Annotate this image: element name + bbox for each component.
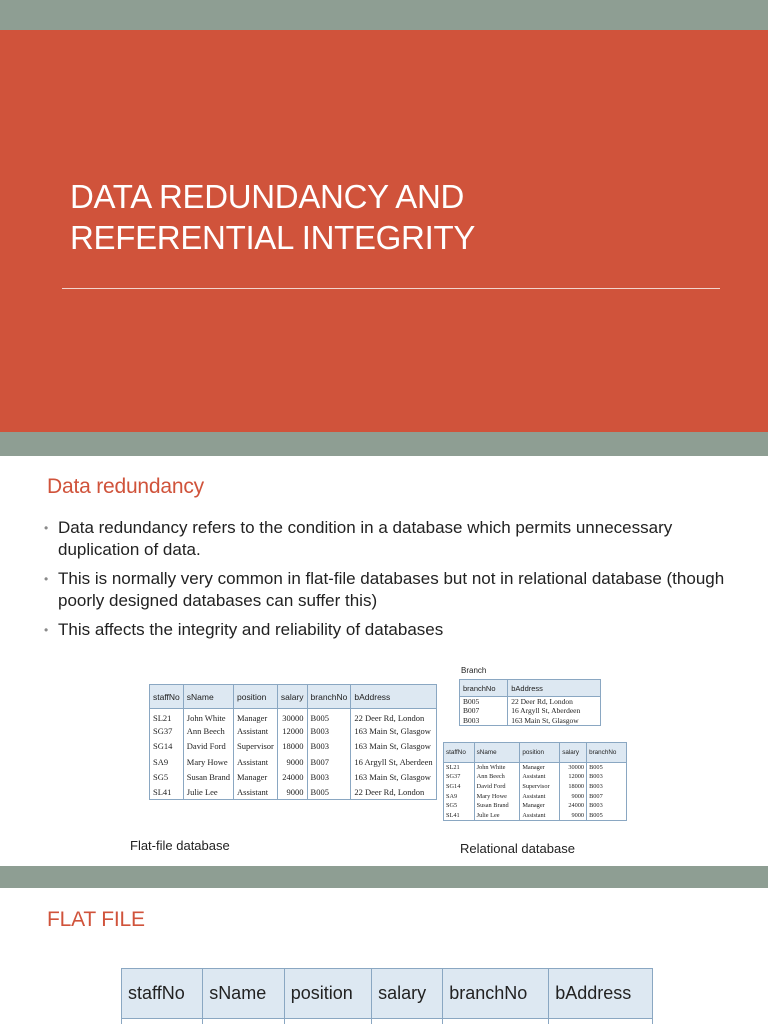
flat-file-large-table bbox=[121, 968, 653, 1024]
table-cell: SG37 bbox=[444, 772, 475, 782]
table-row bbox=[150, 754, 437, 769]
table-cell: Julie Lee bbox=[474, 810, 520, 820]
table-row bbox=[150, 769, 437, 784]
table-row bbox=[444, 791, 627, 801]
table-cell: John White bbox=[183, 709, 233, 724]
table-cell: SL41 bbox=[444, 810, 475, 820]
table-cell: 18000 bbox=[277, 739, 307, 754]
table-cell: 30000 bbox=[560, 763, 587, 773]
slide-heading: Data redundancy bbox=[47, 475, 204, 498]
table-cell: SL21 bbox=[150, 709, 184, 724]
column-header: branchNo bbox=[587, 743, 627, 763]
bullet-text: Data redundancy refers to the condition in a database which permits unnecessary duplication of data. bbox=[58, 518, 673, 559]
column-header: position bbox=[520, 743, 560, 763]
table-cell: John White bbox=[474, 763, 520, 773]
table-cell: Manager bbox=[520, 763, 560, 773]
bullet-item bbox=[44, 568, 744, 612]
table-row bbox=[444, 782, 627, 792]
slide-title-line-1: DATA REDUNDANCY AND bbox=[70, 178, 465, 215]
table-cell: Manager bbox=[234, 709, 278, 724]
table-cell bbox=[203, 1019, 285, 1024]
table-cell: 163 Main St, Glasgow bbox=[351, 769, 436, 784]
table-cell: David Ford bbox=[183, 739, 233, 754]
table-cell: SG14 bbox=[444, 782, 475, 792]
table-cell: 9000 bbox=[560, 810, 587, 820]
table-cell: Supervisor bbox=[234, 739, 278, 754]
table-cell: SG5 bbox=[150, 769, 184, 784]
bullet-text: This affects the integrity and reliability of databases bbox=[58, 620, 444, 639]
flat-file-table bbox=[149, 684, 437, 800]
column-header: branchNo bbox=[460, 680, 508, 697]
table-cell: Manager bbox=[234, 769, 278, 784]
bullet-dot: • bbox=[44, 521, 49, 535]
table-cell: 22 Deer Rd, London bbox=[508, 697, 601, 707]
slide-separator-band bbox=[0, 432, 768, 456]
table-row bbox=[150, 739, 437, 754]
table-cell bbox=[284, 1019, 371, 1024]
table-row bbox=[444, 801, 627, 811]
table-header-row bbox=[150, 685, 437, 709]
table-cell: B007 bbox=[460, 706, 508, 716]
table-cell: Manager bbox=[520, 801, 560, 811]
table-row bbox=[122, 1019, 653, 1024]
table-cell: 22 Deer Rd, London bbox=[351, 709, 436, 724]
table-cell: 12000 bbox=[560, 772, 587, 782]
table-cell: Assistant bbox=[520, 791, 560, 801]
column-header: bAddress bbox=[549, 969, 653, 1019]
column-header: salary bbox=[560, 743, 587, 763]
caption-relational: Relational database bbox=[460, 841, 575, 856]
table-cell: 16 Argyll St, Aberdeen bbox=[351, 754, 436, 769]
table-cell: Susan Brand bbox=[183, 769, 233, 784]
table-cell: B005 bbox=[587, 763, 627, 773]
table-cell: Assistant bbox=[234, 754, 278, 769]
table-cell: B003 bbox=[460, 716, 508, 726]
table-row bbox=[460, 706, 601, 716]
table-cell: David Ford bbox=[474, 782, 520, 792]
bullet-text: This is normally very common in flat-file databases but not in relational database (though poorly designed databases can suffer this) bbox=[58, 569, 725, 610]
column-header: staffNo bbox=[444, 743, 475, 763]
branch-table-label: Branch bbox=[461, 666, 487, 675]
table-row bbox=[444, 772, 627, 782]
table-row bbox=[150, 709, 437, 724]
table-cell: 9000 bbox=[277, 784, 307, 799]
table-cell: 24000 bbox=[277, 769, 307, 784]
table-row bbox=[460, 716, 601, 726]
table-cell: Ann Beech bbox=[183, 724, 233, 739]
table-cell: 22 Deer Rd, London bbox=[351, 784, 436, 799]
title-divider bbox=[62, 288, 720, 289]
branch-table bbox=[459, 679, 601, 726]
slide-title bbox=[70, 176, 710, 258]
bullet-dot: • bbox=[44, 623, 49, 637]
table-cell: Julie Lee bbox=[183, 784, 233, 799]
table-cell: B003 bbox=[307, 739, 351, 754]
top-separator-band bbox=[0, 0, 768, 30]
table-cell bbox=[122, 1019, 203, 1024]
column-header: position bbox=[234, 685, 278, 709]
table-cell: 12000 bbox=[277, 724, 307, 739]
column-header: salary bbox=[277, 685, 307, 709]
table-cell: 9000 bbox=[277, 754, 307, 769]
table-cell: 18000 bbox=[560, 782, 587, 792]
table-cell: Assistant bbox=[520, 810, 560, 820]
table-row bbox=[444, 763, 627, 773]
column-header: staffNo bbox=[150, 685, 184, 709]
column-header: branchNo bbox=[443, 969, 549, 1019]
table-cell: B003 bbox=[587, 782, 627, 792]
table-cell: SL21 bbox=[444, 763, 475, 773]
table-cell bbox=[443, 1019, 549, 1024]
table-cell bbox=[372, 1019, 443, 1024]
column-header: branchNo bbox=[307, 685, 351, 709]
table-cell: SA9 bbox=[444, 791, 475, 801]
slide-title-line-2: REFERENTIAL INTEGRITY bbox=[70, 219, 476, 256]
table-row bbox=[460, 697, 601, 707]
table-cell: B003 bbox=[307, 769, 351, 784]
table-cell: 30000 bbox=[277, 709, 307, 724]
table-cell: 24000 bbox=[560, 801, 587, 811]
column-header: sName bbox=[474, 743, 520, 763]
column-header: bAddress bbox=[351, 685, 436, 709]
staff-table bbox=[443, 742, 627, 821]
table-cell: 163 Main St, Glasgow bbox=[508, 716, 601, 726]
table-row bbox=[150, 784, 437, 799]
table-cell: Supervisor bbox=[520, 782, 560, 792]
column-header: position bbox=[284, 969, 371, 1019]
column-header: salary bbox=[372, 969, 443, 1019]
table-cell: B005 bbox=[307, 784, 351, 799]
table-cell bbox=[549, 1019, 653, 1024]
table-cell: B003 bbox=[587, 801, 627, 811]
table-cell: 163 Main St, Glasgow bbox=[351, 739, 436, 754]
bullet-list bbox=[44, 517, 744, 648]
table-header-row bbox=[122, 969, 653, 1019]
table-row bbox=[444, 810, 627, 820]
table-cell: SG5 bbox=[444, 801, 475, 811]
table-cell: Susan Brand bbox=[474, 801, 520, 811]
table-cell: Ann Beech bbox=[474, 772, 520, 782]
table-cell: 16 Argyll St, Aberdeen bbox=[508, 706, 601, 716]
table-cell: Assistant bbox=[234, 784, 278, 799]
table-cell: B003 bbox=[307, 724, 351, 739]
bullet-dot: • bbox=[44, 572, 49, 586]
table-header-row bbox=[444, 743, 627, 763]
table-cell: Mary Howe bbox=[474, 791, 520, 801]
table-row bbox=[150, 724, 437, 739]
table-cell: Mary Howe bbox=[183, 754, 233, 769]
table-cell: B007 bbox=[307, 754, 351, 769]
table-cell: SL41 bbox=[150, 784, 184, 799]
table-cell: B005 bbox=[307, 709, 351, 724]
bullet-item bbox=[44, 619, 744, 641]
table-cell: SG14 bbox=[150, 739, 184, 754]
flat-file-heading: FLAT FILE bbox=[47, 908, 145, 931]
table-cell: Assistant bbox=[234, 724, 278, 739]
caption-flat-file: Flat-file database bbox=[130, 838, 230, 853]
column-header: sName bbox=[183, 685, 233, 709]
table-cell: B007 bbox=[587, 791, 627, 801]
slide-separator-band bbox=[0, 866, 768, 888]
bullet-item bbox=[44, 517, 744, 561]
table-header-row bbox=[460, 680, 601, 697]
column-header: staffNo bbox=[122, 969, 203, 1019]
table-cell: Assistant bbox=[520, 772, 560, 782]
column-header: sName bbox=[203, 969, 285, 1019]
table-cell: 163 Main St, Glasgow bbox=[351, 724, 436, 739]
table-cell: B003 bbox=[587, 772, 627, 782]
column-header: bAddress bbox=[508, 680, 601, 697]
table-cell: 9000 bbox=[560, 791, 587, 801]
table-cell: SG37 bbox=[150, 724, 184, 739]
table-cell: B005 bbox=[587, 810, 627, 820]
table-cell: B005 bbox=[460, 697, 508, 707]
table-cell: SA9 bbox=[150, 754, 184, 769]
